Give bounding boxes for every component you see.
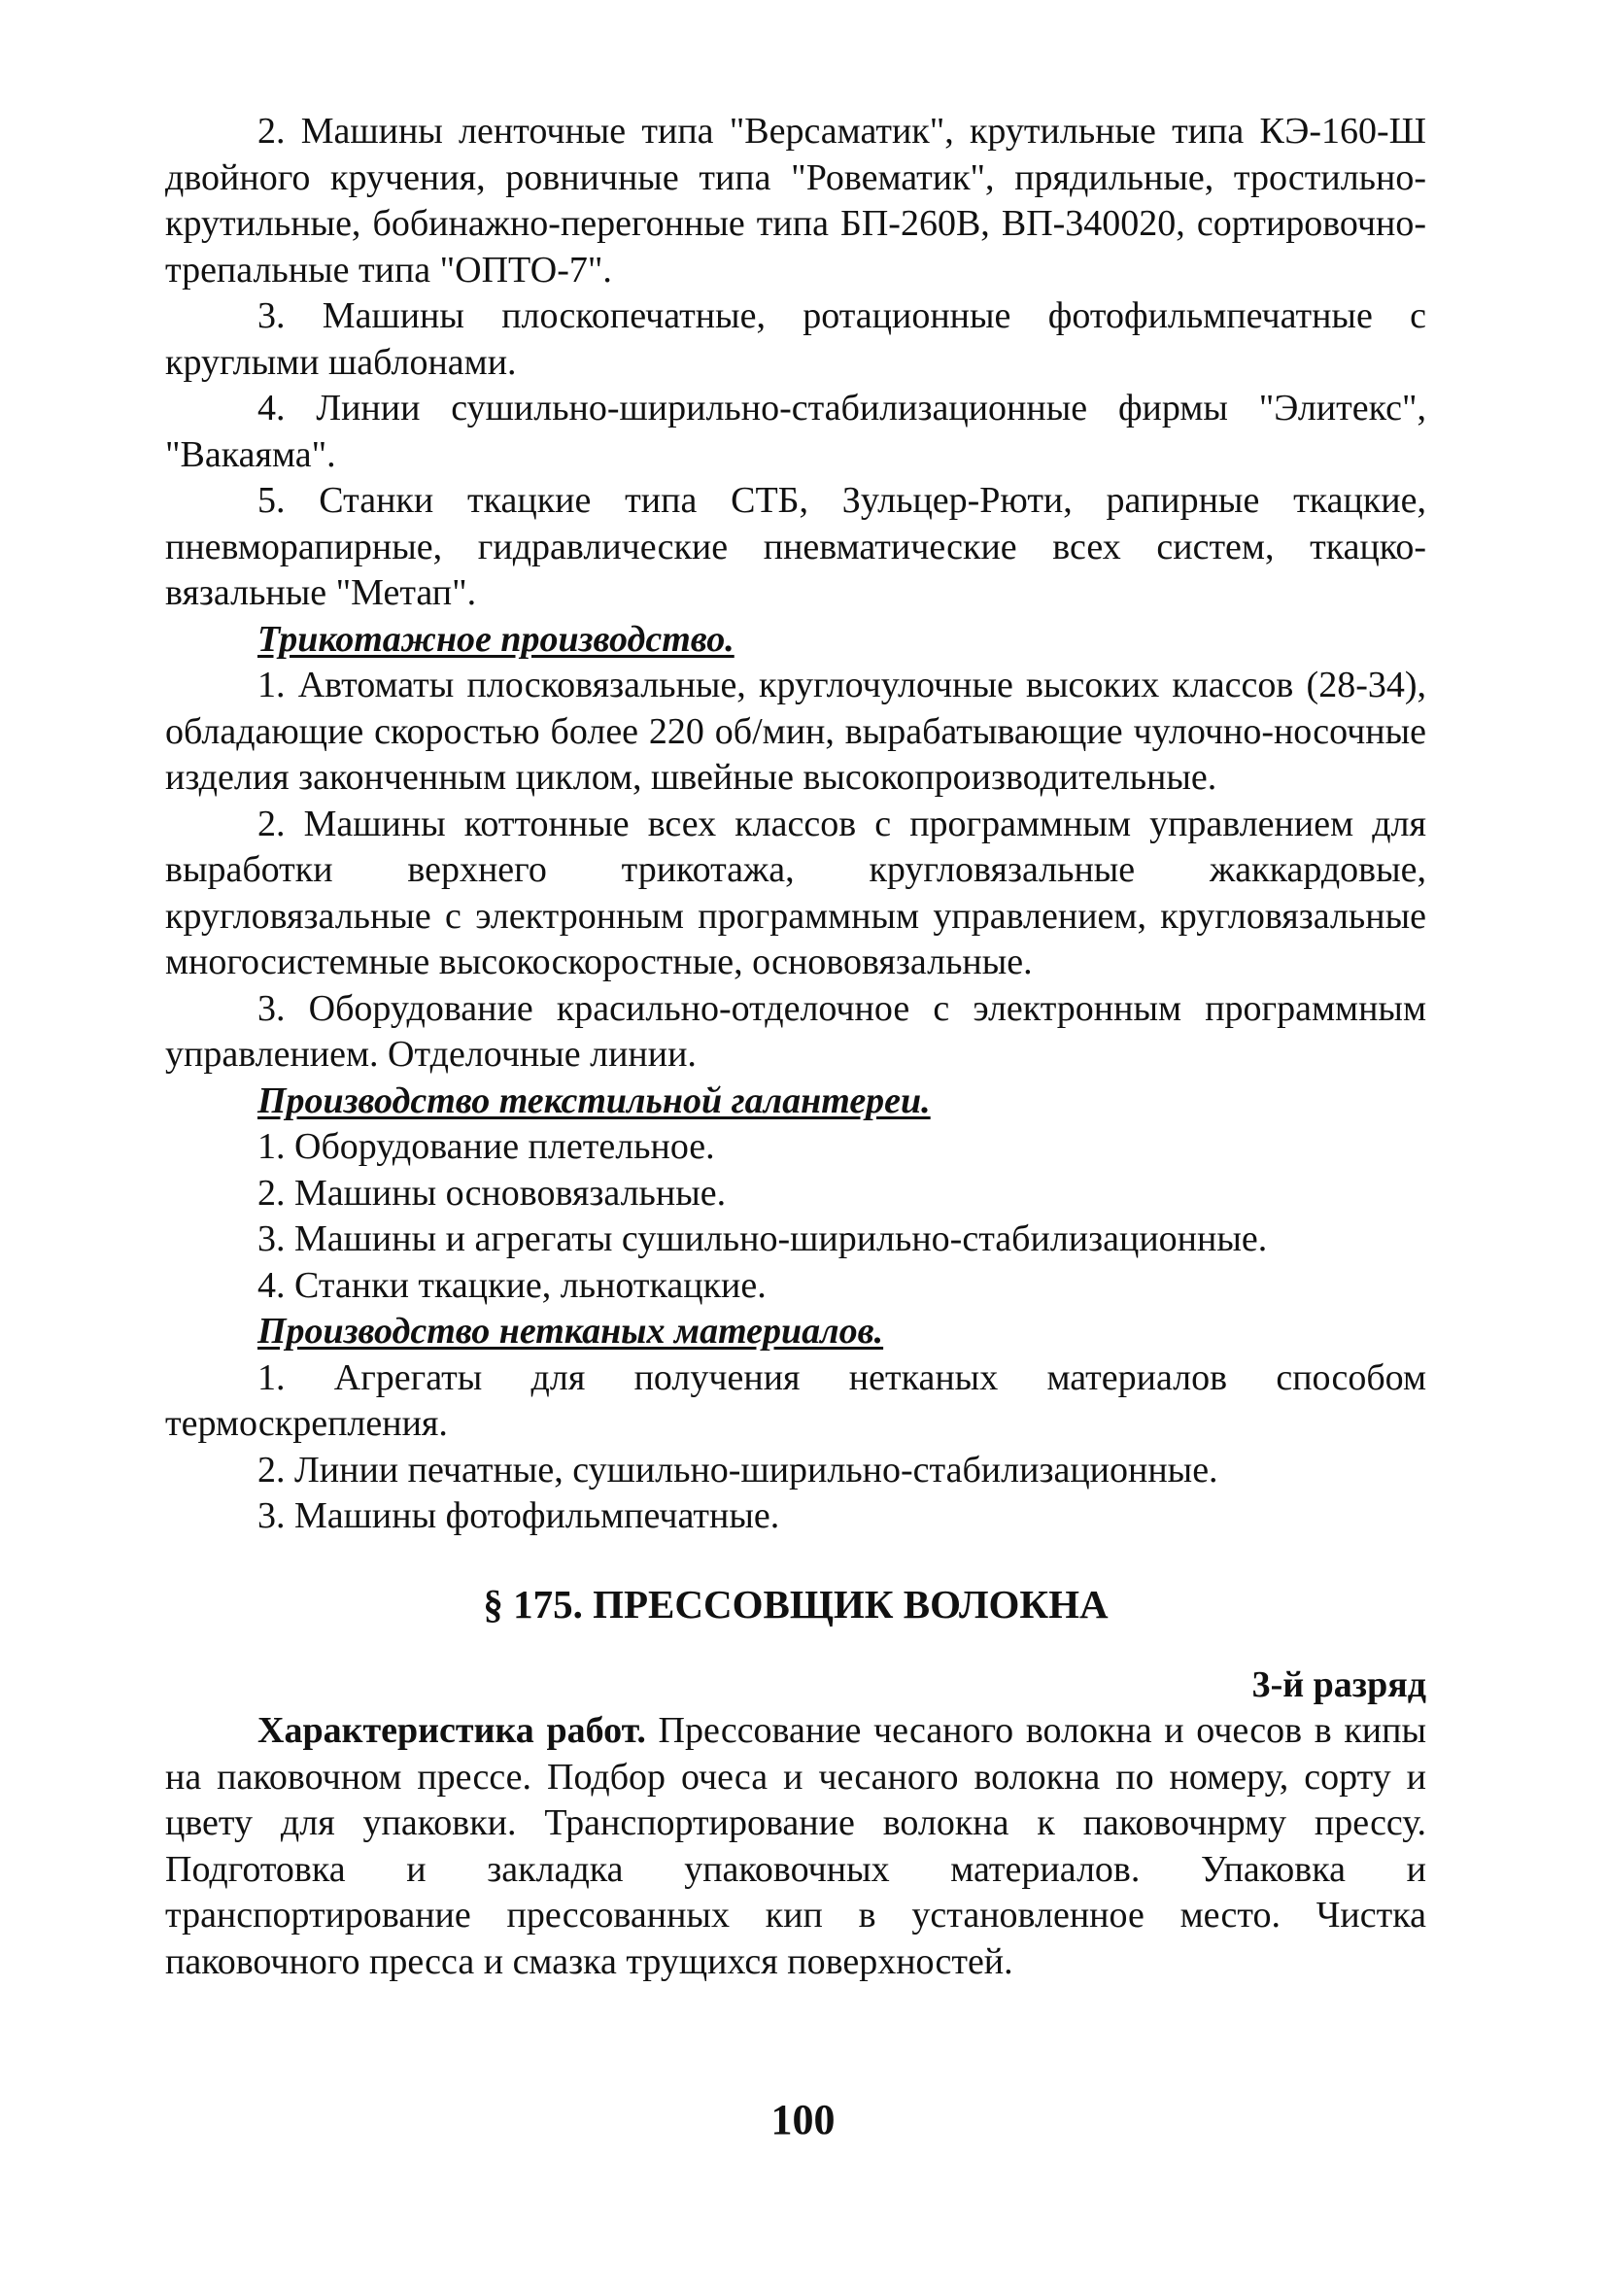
list-item: 2. Машины основовязальные. [257,1172,727,1214]
section-heading: § 175. ПРЕССОВЩИК ВОЛОКНА [483,1581,1109,1627]
list-item: 2. Линии печатные, сушильно-ширильно-стабилизационные. [257,1449,1218,1491]
grade-label: 3-й разряд [1251,1663,1426,1705]
content-blocks [165,109,1426,1540]
page-number: 100 [770,2096,836,2143]
list-item: 3. Машины и агрегаты сушильно-ширильно-стабилизационные. [257,1218,1268,1259]
list-item: 1. Автоматы плосковязальные, круглочулочные высоких классов (28-34), обладающие скоростью более 220 об/мин, вырабатывающие чулочно-носочные изделия законченным циклом, швейные высокопроизводительные. [165,665,1426,798]
subsection-title: Производство нетканых материалов. [257,1311,884,1352]
work-characteristics [165,1708,1426,1985]
subsection-title: Производство текстильной галантереи. [257,1079,931,1121]
list-item: 2. Машины коттонные всех классов с программным управлением для выработки верхнего трикотажа, кругловязальные жаккардовые, кругловязальные с электронным программным управлением, кругловязальные многосистемные высокоскоростные, основовязальные. [165,803,1426,982]
list-item: 3. Машины фотофильмпечатные. [257,1495,780,1536]
list-item: 4. Станки ткацкие, льноткацкие. [257,1264,767,1306]
subsection-title: Трикотажное производство. [257,618,735,660]
list-item: 2. Машины ленточные типа "Версаматик", крутильные типа КЭ-160-Ш двойного кручения, ровничные типа "Ровематик", прядильные, тростильно-крутильные, бобинажно-перегонные типа БП-260В, ВП-340020, сортировочно-трепальные типа "ОПТО-7". [165,111,1426,291]
list-item: 3. Оборудование красильно-отделочное с электронным программным управлением. Отделочные линии. [165,987,1426,1075]
list-item: 3. Машины плоскопечатные, ротационные фотофильмпечатные с круглыми шаблонами. [165,295,1426,383]
list-item: 5. Станки ткацкие типа СТБ, Зульцер-Рюти, рапирные ткацкие, пневморапирные, гидравлические пневматические всех систем, ткацко-вязальные "Метап". [165,480,1426,613]
characteristics-text: Прессование чесаного волокна и очесов в кипы на паковочном прессе. Подбор очеса и чесаного волокна по номеру, сорту и цвету для упаковки. Транспортирование волокна к паковочнрму прессу. Подготовка и закладка упаковочных материалов. Упаковка и транспортирование прессованных кип в установленное место. Чистка паковочного пресса и смазка трущихся поверхностей. [165,1710,1426,1982]
list-item: 1. Оборудование плетельное. [257,1126,715,1167]
characteristics-label: Характеристика работ. [257,1710,646,1752]
list-item: 4. Линии сушильно-ширильно-стабилизационные фирмы "Элитекс", "Вакаяма". [165,388,1426,475]
list-item: 1. Агрегаты для получения нетканых материалов способом термоскрепления. [165,1356,1426,1444]
